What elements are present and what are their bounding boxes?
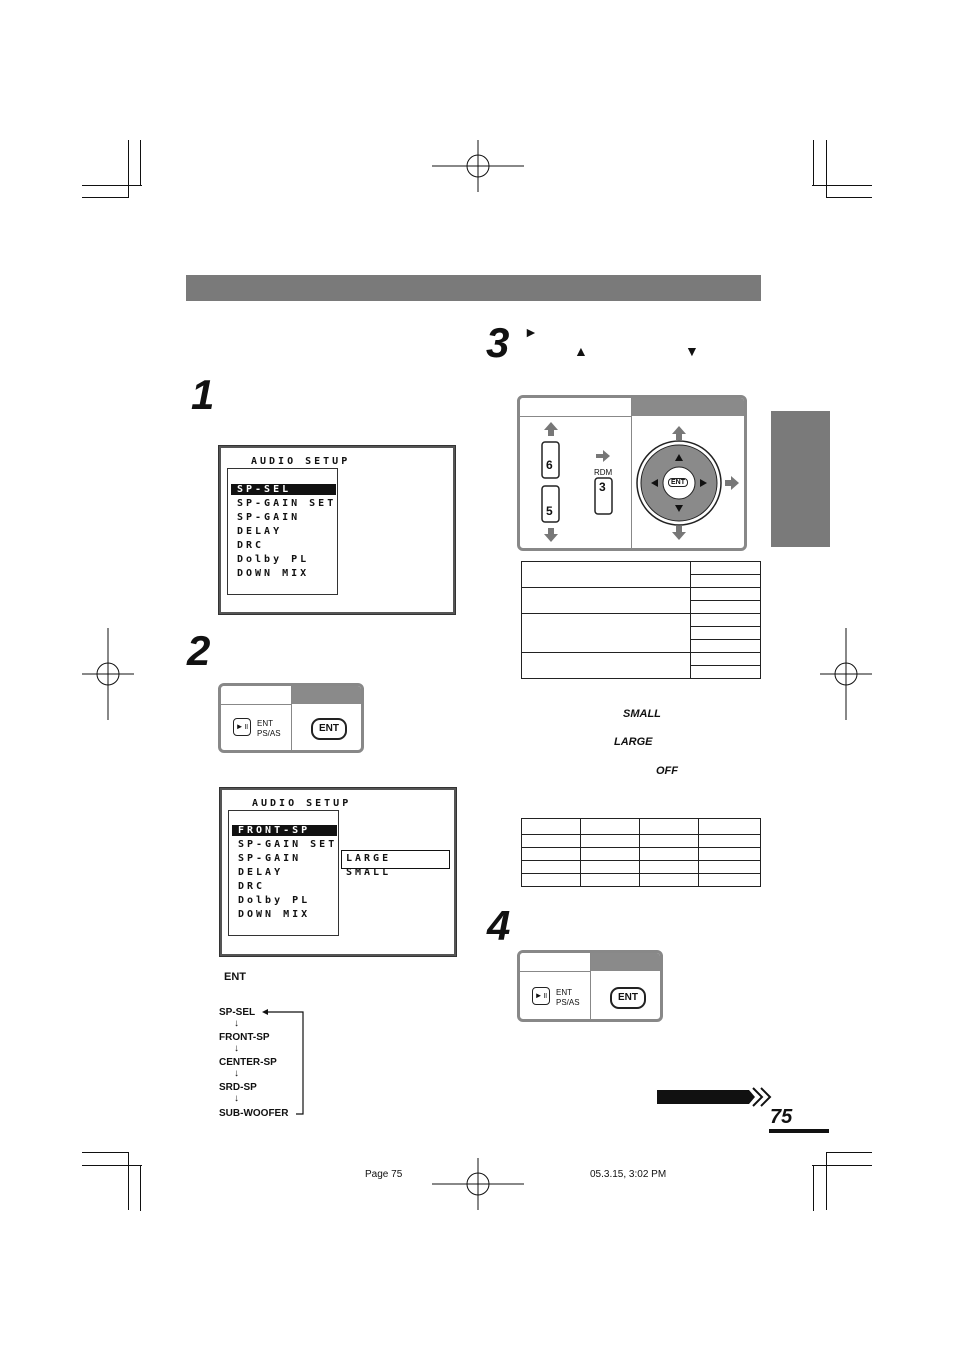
ent-label: ENT <box>257 719 273 728</box>
flow-item-srd-sp: SRD-SP <box>219 1082 257 1093</box>
step-1-number: 1 <box>191 371 215 418</box>
flow-arrow: ↓ <box>234 1018 239 1029</box>
screen-title: AUDIO SETUP <box>251 456 351 467</box>
step-3-number: 3 <box>486 319 510 366</box>
up-arrow-icon: ▲ <box>574 343 588 359</box>
remote-panel-step4 <box>517 950 663 1022</box>
continue-arrow-icon <box>655 1086 773 1108</box>
menu-item[interactable]: DOWN MIX <box>237 568 310 579</box>
menu-item[interactable]: DOWN MIX <box>238 909 311 920</box>
flow-arrow: ↓ <box>234 1068 239 1079</box>
flow-item-sp-sel: SP-SEL <box>219 1007 256 1018</box>
menu-item[interactable]: DELAY <box>238 867 284 878</box>
flow-arrow: ↓ <box>234 1043 239 1054</box>
registration-mark-bottom <box>432 1158 524 1210</box>
page-number-underline <box>769 1129 829 1133</box>
option-large[interactable]: LARGE <box>346 853 392 864</box>
rdm-label: RDM <box>594 468 613 477</box>
play-pause-icon[interactable]: ►॥ <box>532 987 550 1005</box>
menu-item[interactable]: SP-GAIN <box>237 512 301 523</box>
step-2-number: 2 <box>187 627 211 674</box>
screen-title: AUDIO SETUP <box>252 798 352 809</box>
audio-setup-screen-2 <box>219 787 457 957</box>
menu-item-selected[interactable]: SP-SEL <box>231 484 336 495</box>
menu-item[interactable]: SP-GAIN SET <box>237 498 337 509</box>
right-arrow-icon: ► <box>524 324 538 340</box>
menu-item[interactable]: SP-GAIN <box>238 853 302 864</box>
menu-item[interactable]: DELAY <box>237 526 283 537</box>
registration-mark-left <box>82 628 134 720</box>
remote-panel-step2 <box>218 683 364 753</box>
section-header-bar <box>186 275 761 301</box>
step3-left-keys <box>520 416 631 548</box>
menu-item[interactable]: DRC <box>238 881 266 892</box>
flow-item-sub-woofer: SUB-WOOFER <box>219 1108 289 1119</box>
flow-item-front-sp: FRONT-SP <box>219 1032 270 1043</box>
ent-button[interactable]: ENT <box>311 718 347 740</box>
page-number: 75 <box>770 1106 793 1128</box>
audio-setup-screen-1 <box>218 445 456 615</box>
menu-item[interactable]: Dolby PL <box>238 895 311 906</box>
menu-item[interactable]: SP-GAIN SET <box>238 839 338 850</box>
down-arrow-icon: ▼ <box>685 343 699 359</box>
key-3[interactable]: 3 <box>599 480 606 494</box>
side-tab <box>771 411 830 547</box>
flow-item-center-sp: CENTER-SP <box>219 1057 277 1068</box>
step-4-number: 4 <box>487 902 511 949</box>
key-6[interactable]: 6 <box>546 458 553 472</box>
menu-item-selected[interactable]: FRONT-SP <box>232 825 337 836</box>
speaker-combination-table <box>521 818 761 887</box>
option-small-text: SMALL <box>623 708 661 720</box>
menu-item[interactable]: DRC <box>237 540 265 551</box>
option-small[interactable]: SMALL <box>346 867 392 878</box>
key-5[interactable]: 5 <box>546 504 553 518</box>
ent-label: ENT <box>556 988 572 997</box>
menu-item[interactable]: Dolby PL <box>237 554 310 565</box>
play-pause-icon[interactable]: ►॥ <box>233 718 251 736</box>
registration-mark-top <box>432 140 524 192</box>
psas-label: PS/AS <box>556 998 580 1007</box>
ent-button[interactable]: ENT <box>610 987 646 1009</box>
registration-mark-right <box>820 628 872 720</box>
dpad-ent-button[interactable]: ENT <box>668 478 688 487</box>
option-large-text: LARGE <box>614 736 653 748</box>
remote-panel-step3 <box>517 395 747 551</box>
option-off-text: OFF <box>656 765 678 777</box>
ent-reference: ENT <box>224 971 246 983</box>
speaker-options-table <box>521 561 761 679</box>
flow-arrow: ↓ <box>234 1093 239 1104</box>
psas-label: PS/AS <box>257 729 281 738</box>
flow-return-line <box>260 1008 308 1120</box>
footer-page: Page 75 <box>365 1169 403 1180</box>
footer-timestamp: 05.3.15, 3:02 PM <box>590 1169 667 1180</box>
